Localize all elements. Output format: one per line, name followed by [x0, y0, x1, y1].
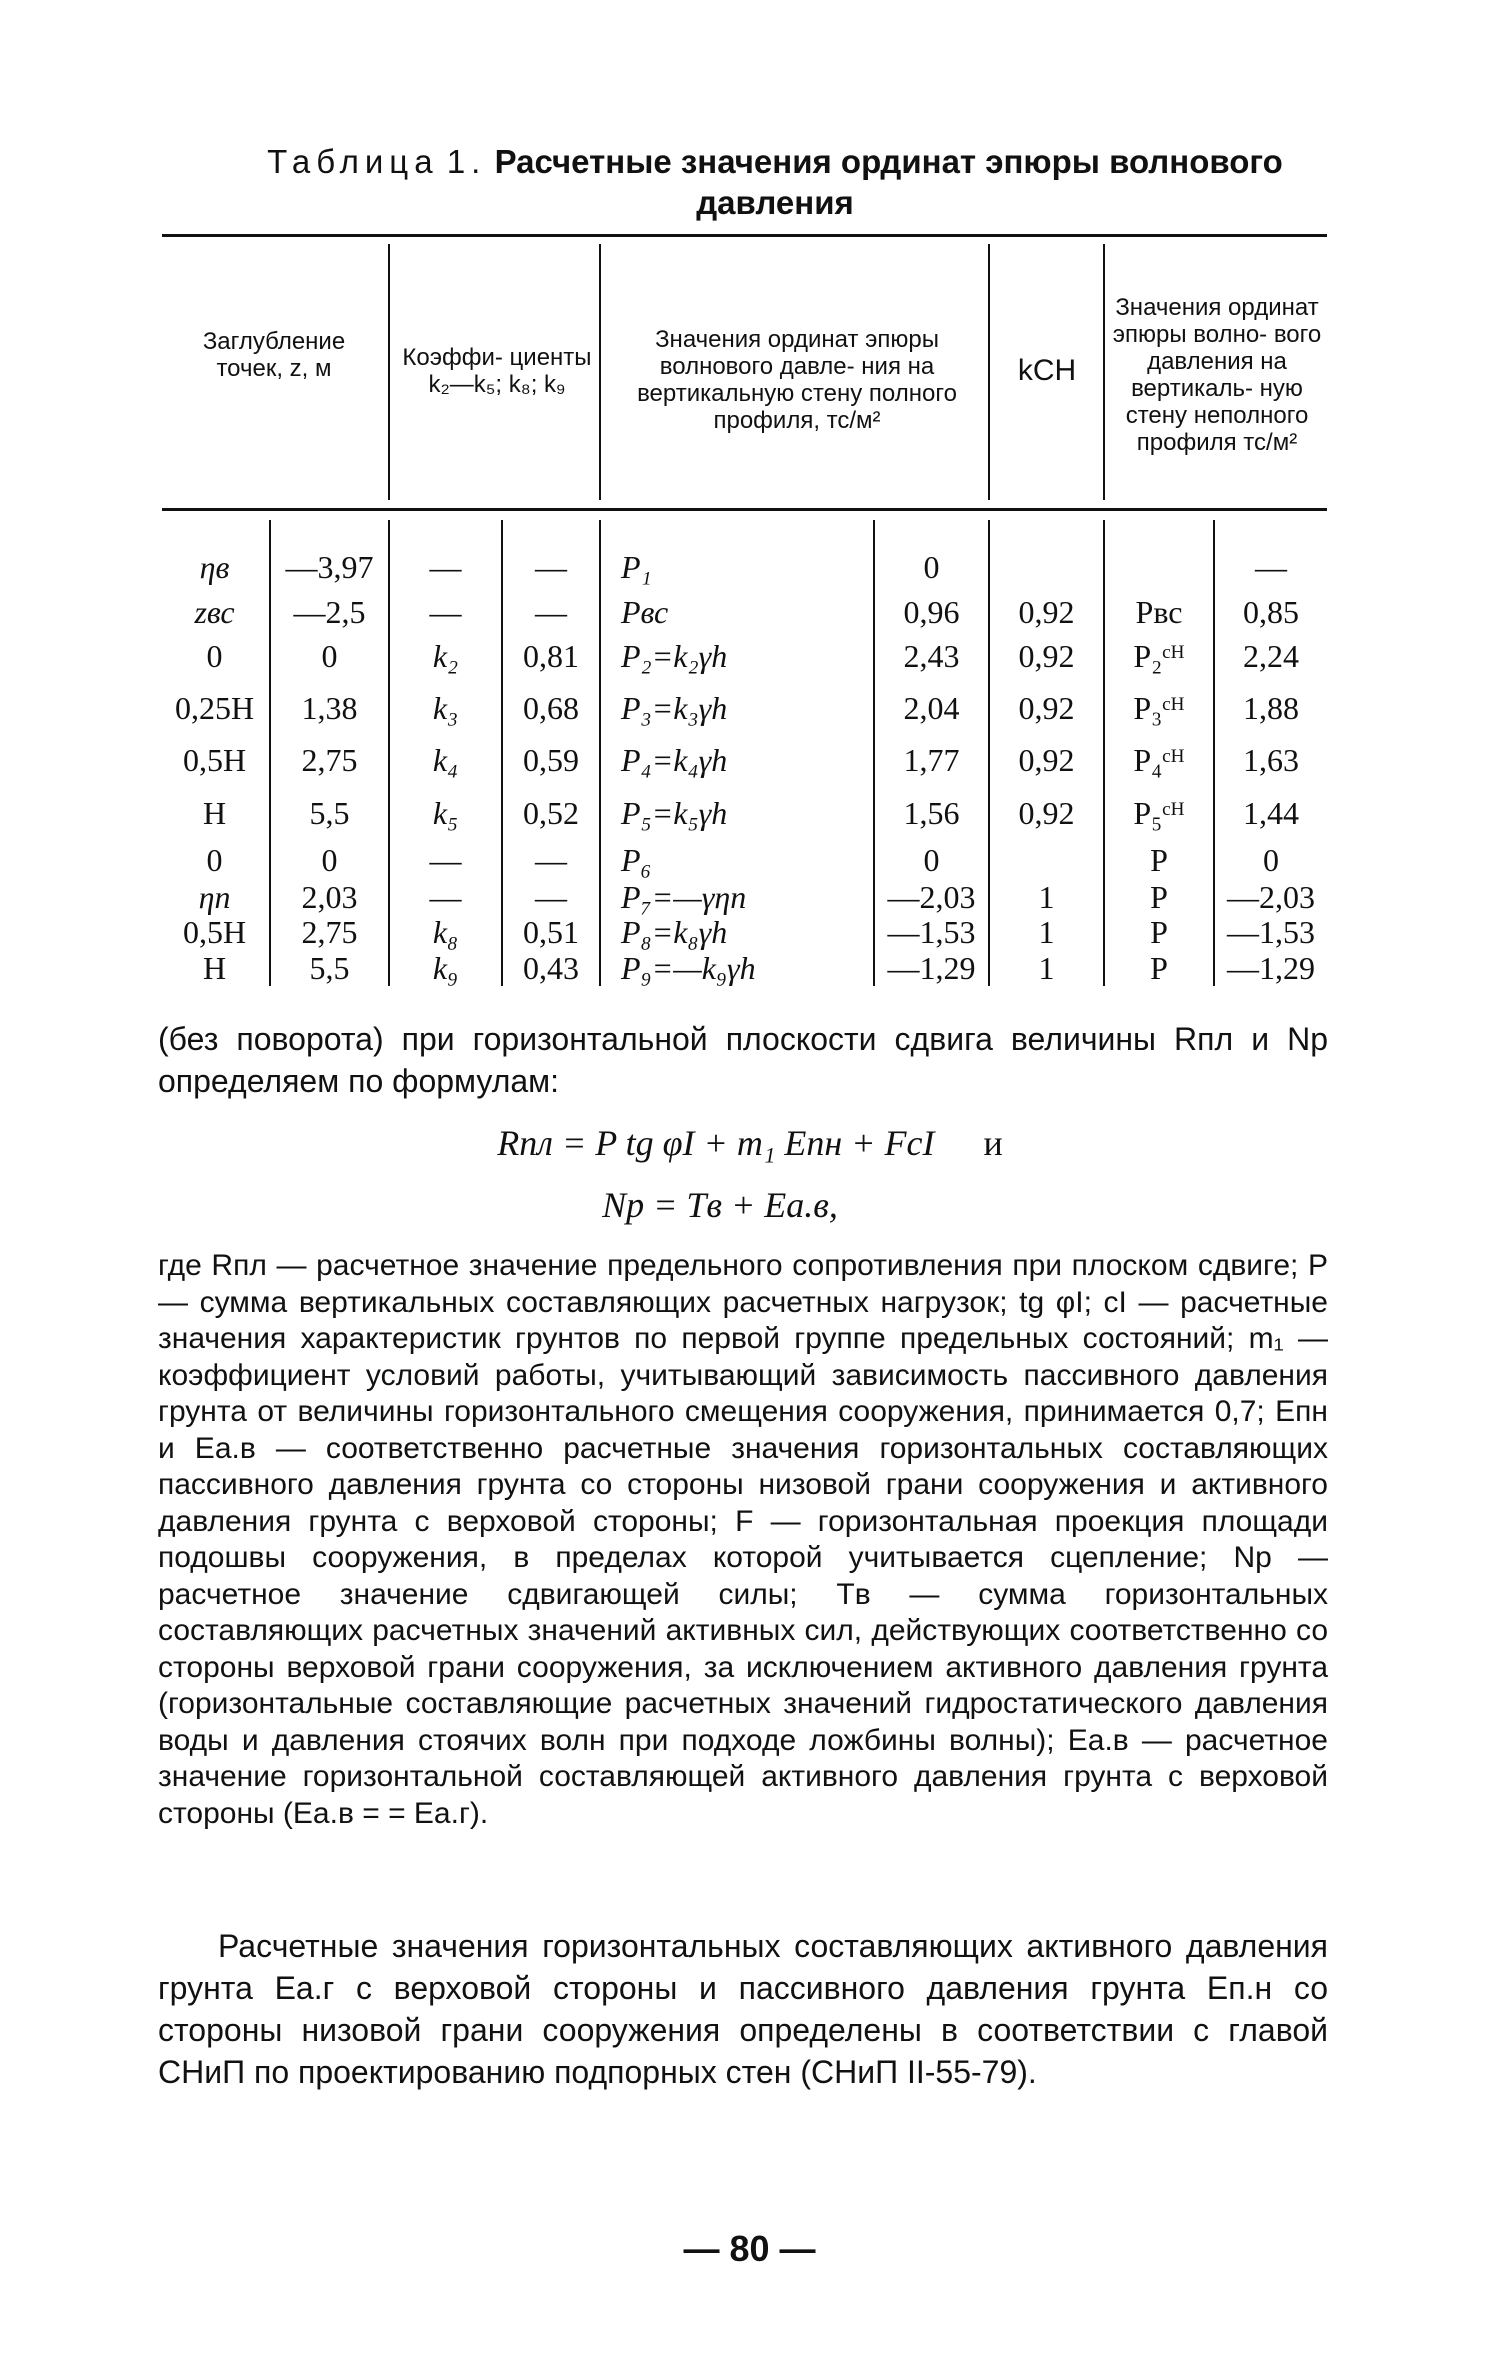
- table-cell: P₆: [621, 841, 652, 878]
- table-cell: Н: [202, 794, 227, 831]
- table-cell: 0,92: [1018, 689, 1075, 726]
- table-cell: 0: [923, 841, 940, 878]
- table-cell: P₃=k₃γh: [621, 689, 728, 726]
- table-cell: P₉=—k₉γh: [621, 949, 756, 986]
- caption-label: Таблица: [267, 143, 439, 180]
- table-cell: 2,75: [301, 913, 358, 950]
- table-cell: —: [429, 878, 462, 915]
- table-cell: —1,29: [887, 949, 976, 986]
- table-cell: —: [429, 548, 462, 585]
- table-cell: ηп: [198, 878, 231, 915]
- table-cell: k₉: [432, 949, 459, 986]
- table-cell: P₂=k₂γh: [621, 637, 728, 674]
- formula-np: Nр = Tв + Eа.в,: [602, 1185, 838, 1225]
- table-cell: P₈=k₈γh: [621, 913, 728, 950]
- table-cell: 0,5Н: [182, 741, 247, 778]
- table-cell: 1,38: [301, 689, 358, 726]
- table-cell: 0: [206, 841, 223, 878]
- table-cell: 1,63: [1243, 741, 1299, 778]
- page-number: — 80 —: [683, 2228, 816, 2269]
- formula-conjunction: и: [983, 1123, 1003, 1163]
- table-cell: 0,52: [523, 794, 579, 831]
- table-cell: P₇=—γηп: [621, 878, 747, 915]
- table-cell: —2,03: [887, 878, 976, 915]
- paragraph-definitions: где Rпл — расчетное значение предельного сопротивления при плоском сдвиге; P — сумма вертикальных составляющих расчетных нагрузок; tg φI; cI — расчетные значения характеристик грунтов по первой группе предельных состояний; m₁ — коэффициент условий работы, учитывающий зависимость пассивного давления грунта от величины горизонтального смещения сооружения, принимается 0,7; Eпн и Eа.в — соответственно расчетные значения горизонтальных составляющих пассивного давления грунта со стороны низовой грани сооружения и активного давления грунта с верховой стороны; F — горизонтальная проекция площади подошвы сооружения, в пределах которой учитывается сцепление; Nр — расчетное значение сдвигающей силы; Tв — сумма горизонтальных составляющих расчетных значений активных сил, действующих соответственно со стороны верховой грани сооружения, за исключением активного давления грунта (горизонтальные составляющие расчетных значений гидростатического давления воды и давления стоячих волн при подходе ложбины волны); Eа.в — расчетное значение горизонтальной составляющей активного давления грунта с верховой стороны (Eа.в = = Eа.г).: [158, 1249, 1328, 1830]
- table-cell: —1,29: [1227, 949, 1315, 986]
- table-cell: 2,43: [903, 637, 960, 674]
- table-cell: [1105, 542, 1213, 592]
- table-cell: Pвс: [621, 593, 669, 630]
- table-cell: k₃: [432, 689, 459, 726]
- table-cell: 0: [321, 841, 338, 878]
- table-cell: 1,77: [903, 741, 960, 778]
- table-cell: 0,92: [1018, 794, 1075, 831]
- table-cell: k₈: [432, 913, 459, 950]
- table-cell: 0,92: [1018, 637, 1075, 674]
- table-cell: —1,53: [887, 913, 976, 950]
- table-cell: —: [429, 841, 462, 878]
- table-cell: P₃ᶜᴴ: [1133, 689, 1185, 726]
- table-cell: 0: [1263, 841, 1279, 878]
- table-cell: —: [429, 593, 462, 630]
- table-cell: Pвс: [1135, 593, 1183, 630]
- table-cell: 0: [321, 637, 338, 674]
- table-cell: 1: [1038, 878, 1055, 915]
- table-cell: —3,97: [285, 548, 374, 585]
- table-cell: P: [1150, 949, 1168, 986]
- table-cell: 2,24: [1243, 637, 1299, 674]
- table-cell: 1: [1038, 949, 1055, 986]
- table-cell: [990, 542, 1103, 592]
- table-cell: zвс: [194, 593, 235, 630]
- table-cell: P₄=k₄γh: [621, 741, 728, 778]
- table-cell: 0,68: [523, 689, 579, 726]
- header-separator-1: [388, 244, 390, 500]
- table-cell: 0,51: [523, 913, 579, 950]
- table-cell: k₄: [432, 741, 459, 778]
- header-separator-2: [599, 244, 601, 500]
- table-cell: 0,96: [903, 593, 960, 630]
- table-cell: 1,44: [1243, 794, 1299, 831]
- table-cell: 0: [923, 548, 940, 585]
- table-cell: —: [535, 593, 567, 630]
- header-full-wall: Значения ординат эпюры волнового давле- ния на вертикальную стену полного профиля, тс/м²: [637, 326, 957, 434]
- paragraph-intro: (без поворота) при горизонтальной плоскости сдвига величины Rпл и Nр определяем по формулам:: [158, 1021, 1328, 1099]
- header-separator-3: [988, 244, 990, 500]
- formula-rpl-expression: Rпл = P tg φI + m₁ Eпн + FcI: [497, 1123, 935, 1163]
- table-cell: 1: [1038, 913, 1055, 950]
- table-cell: Н: [202, 949, 227, 986]
- table-cell: 0,25Н: [174, 689, 255, 726]
- table-cell: 0,43: [523, 949, 579, 986]
- table-cell: 0,5Н: [182, 913, 247, 950]
- table-cell: —: [535, 878, 567, 915]
- table-cell: 0,59: [523, 741, 579, 778]
- table-cell: k₂: [432, 637, 459, 674]
- table-cell: P: [1150, 878, 1168, 915]
- table-cell: 2,75: [301, 741, 358, 778]
- table-cell: P₂ᶜᴴ: [1133, 637, 1185, 674]
- caption-title: Расчетные значения ординат эпюры волнового давления: [494, 143, 1283, 221]
- table-cell: P₅=k₅γh: [621, 794, 728, 831]
- header-separator-4: [1103, 244, 1105, 500]
- table-cell: —1,53: [1227, 913, 1315, 950]
- table-cell: P₁: [621, 548, 652, 585]
- table-cell: 0: [206, 637, 223, 674]
- table-cell: P₅ᶜᴴ: [1133, 794, 1185, 831]
- table-cell: 0,85: [1243, 593, 1299, 630]
- header-partial-wall: Значения ординат эпюры волно- вого давления на вертикаль- ную стену неполного профиля тс/м²: [1112, 294, 1322, 456]
- caption-number: 1.: [446, 143, 487, 180]
- table-cell: 5,5: [309, 949, 350, 986]
- header-bottom-rule: [162, 508, 1327, 511]
- table-cell: 0,81: [523, 637, 579, 674]
- table-cell: ηв: [199, 548, 230, 585]
- table-cell: P: [1150, 841, 1168, 878]
- table-top-rule: [162, 234, 1327, 237]
- table-cell: k₅: [432, 794, 459, 831]
- header-coefficients: Коэффи- циенты k₂—k₅; k₈; k₉: [402, 343, 592, 398]
- table-cell: 1,88: [1243, 689, 1299, 726]
- table-cell: —2,03: [1227, 878, 1315, 915]
- table-cell: —: [1255, 548, 1287, 585]
- table-cell: 2,03: [301, 878, 358, 915]
- table-cell: P₄ᶜᴴ: [1133, 741, 1185, 778]
- table-cell: 0,92: [1018, 593, 1075, 630]
- table-cell: 2,04: [903, 689, 960, 726]
- table-cell: P: [1150, 913, 1168, 950]
- table-cell: —: [535, 841, 567, 878]
- table-cell: —2,5: [293, 593, 366, 630]
- table-cell: 0,92: [1018, 741, 1075, 778]
- header-depth: Заглубление точек, z, м: [202, 328, 346, 382]
- header-ksn: kСН: [1017, 353, 1077, 387]
- table-cell: 1,56: [903, 794, 960, 831]
- formula-rpl: [420, 1122, 1080, 1170]
- table-caption: [190, 142, 1360, 224]
- table-cell: —: [535, 548, 567, 585]
- paragraph-conclusion: Расчетные значения горизонтальных составляющих активного давления грунта Eа.г с верховой стороны и пассивного давления грунта Eп.н со стороны низовой грани сооружения определены в соответствии с главой СНиП по проектированию подпорных стен (СНиП II-55-79).: [158, 1928, 1328, 2090]
- table-cell: 5,5: [309, 794, 350, 831]
